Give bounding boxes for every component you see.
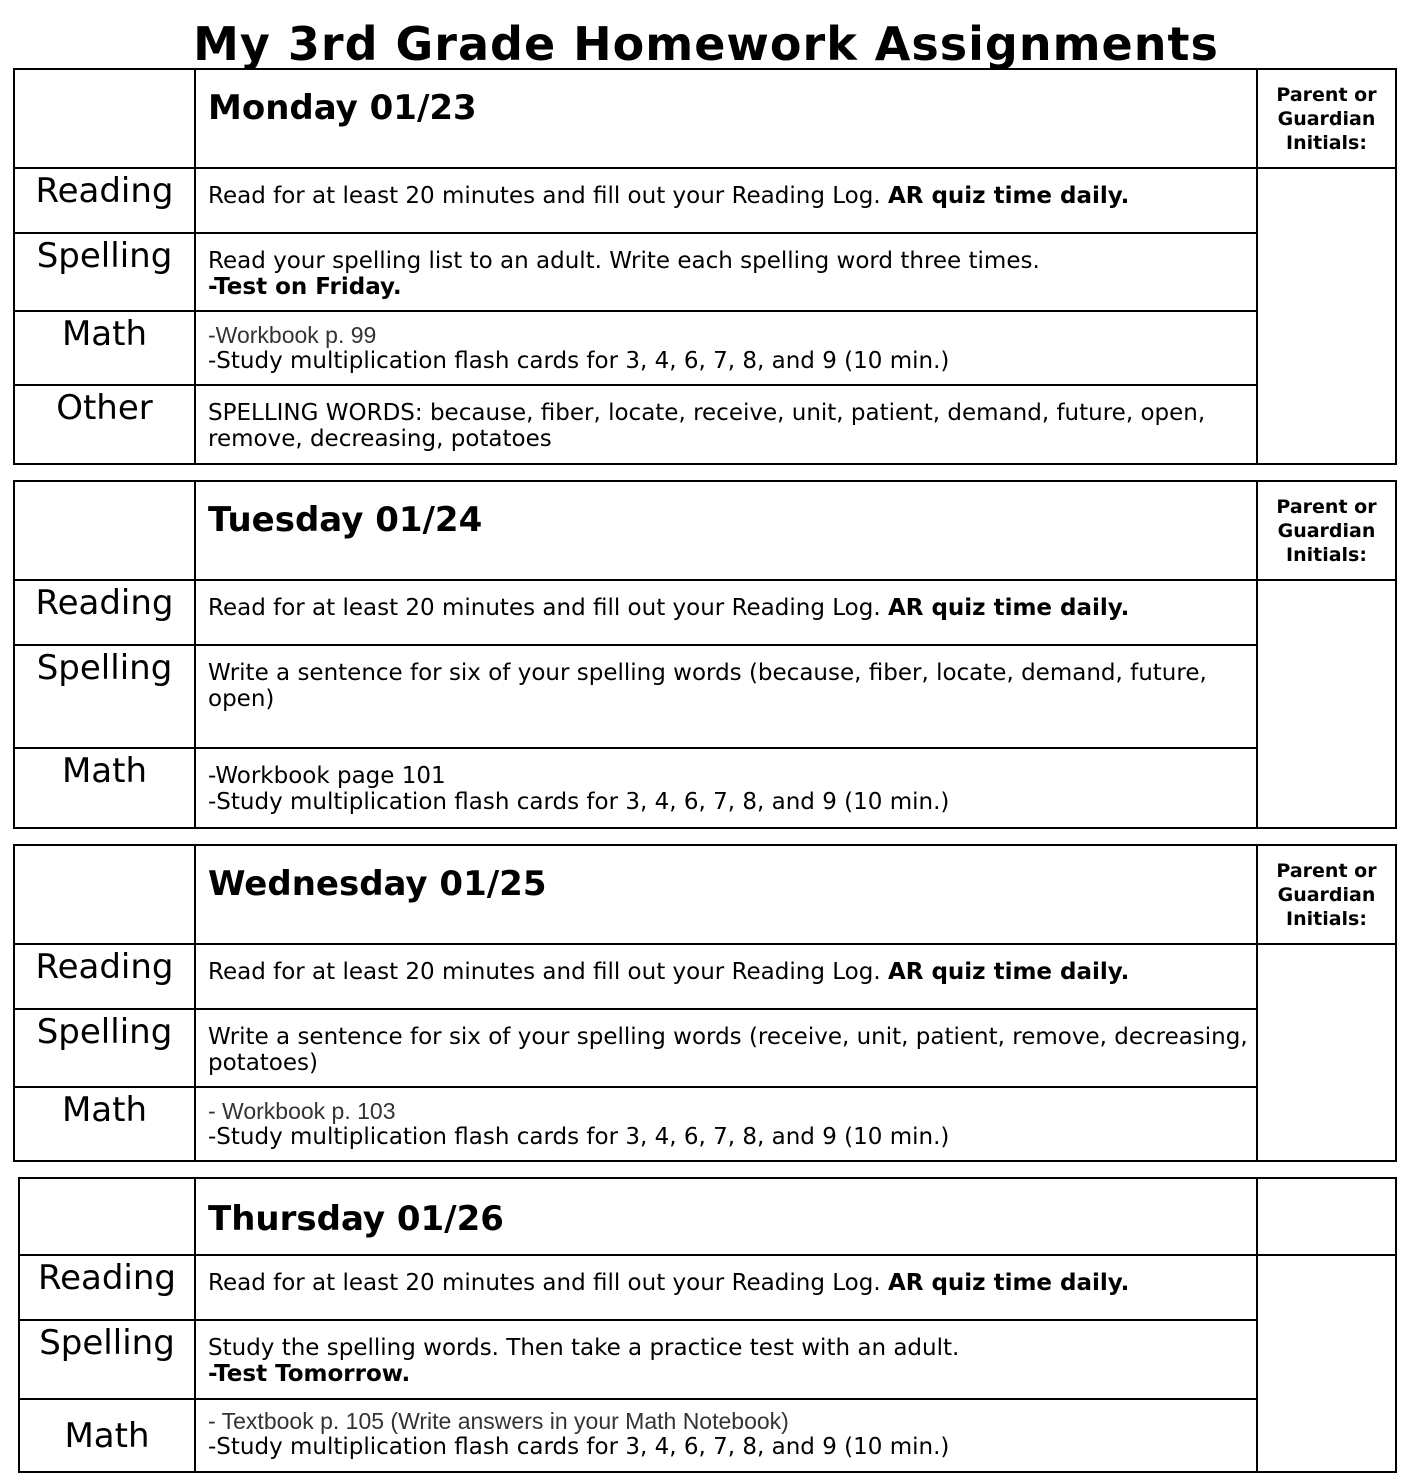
initials-box[interactable] (1257, 944, 1396, 1161)
subject-label: Reading (19, 1255, 195, 1320)
subject-label: Spelling (19, 1320, 195, 1399)
math-task: -Workbook page 101 -Study multiplication flash cards for 3, 4, 6, 7, 8, and 9 (10 min.) (195, 748, 1257, 828)
reading-task: Read for at least 20 minutes and fill out your Reading Log. AR quiz time daily. (195, 944, 1257, 1009)
subject-label: Reading (14, 580, 195, 645)
tuesday-table (13, 480, 1397, 829)
subject-label: Reading (14, 168, 195, 233)
spelling-task: Read your spelling list to an adult. Write each spelling word three times. -Test on Friday. (195, 233, 1257, 311)
math-task: -Workbook p. 99 -Study multiplication flash cards for 3, 4, 6, 7, 8, and 9 (10 min.) (195, 311, 1257, 385)
day-heading: Thursday 01/26 (195, 1178, 1257, 1255)
math-task: - Textbook p. 105 (Write answers in your Math Notebook) -Study multiplication flash cards for 3, 4, 6, 7, 8, and 9 (10 min.) (195, 1399, 1257, 1472)
page-title: My 3rd Grade Homework Assignments (193, 17, 1219, 71)
spelling-task: Write a sentence for six of your spelling words (receive, unit, patient, remove, decreasing, potatoes) (195, 1009, 1257, 1087)
wednesday-table (13, 844, 1397, 1162)
subject-label: Reading (14, 944, 195, 1009)
initials-box[interactable] (1257, 580, 1396, 828)
initials-header: Parent or Guardian Initials: (1257, 481, 1396, 580)
reading-task: Read for at least 20 minutes and fill out your Reading Log. AR quiz time daily. (195, 1255, 1257, 1320)
subject-label: Math (19, 1399, 195, 1472)
spelling-task: Study the spelling words. Then take a practice test with an adult. -Test Tomorrow. (195, 1320, 1257, 1399)
initials-box[interactable] (1257, 168, 1396, 464)
subject-label: Spelling (14, 1009, 195, 1087)
subject-label: Spelling (14, 645, 195, 748)
corner-cell (19, 1178, 195, 1255)
math-task: - Workbook p. 103 -Study multiplication flash cards for 3, 4, 6, 7, 8, and 9 (10 min.) (195, 1087, 1257, 1161)
thursday-table (18, 1177, 1397, 1473)
monday-table (13, 68, 1397, 465)
day-heading: Wednesday 01/25 (195, 845, 1257, 944)
initials-box[interactable] (1257, 1255, 1396, 1472)
reading-task: Read for at least 20 minutes and fill out your Reading Log. AR quiz time daily. (195, 580, 1257, 645)
subject-label: Other (14, 385, 195, 464)
subject-label: Math (14, 1087, 195, 1161)
initials-header: Parent or Guardian Initials: (1257, 69, 1396, 168)
corner-cell (14, 69, 195, 168)
subject-label: Math (14, 311, 195, 385)
initials-header-blank (1257, 1178, 1396, 1255)
corner-cell (14, 481, 195, 580)
subject-label: Math (14, 748, 195, 828)
subject-label: Spelling (14, 233, 195, 311)
day-heading: Monday 01/23 (195, 69, 1257, 168)
day-heading: Tuesday 01/24 (195, 481, 1257, 580)
spelling-task: Write a sentence for six of your spelling words (because, fiber, locate, demand, future, open) (195, 645, 1257, 748)
other-task: SPELLING WORDS: because, fiber, locate, receive, unit, patient, demand, future, open, remove, decreasing, potatoes (195, 385, 1257, 464)
initials-header: Parent or Guardian Initials: (1257, 845, 1396, 944)
reading-task: Read for at least 20 minutes and fill out your Reading Log. AR quiz time daily. (195, 168, 1257, 233)
corner-cell (14, 845, 195, 944)
